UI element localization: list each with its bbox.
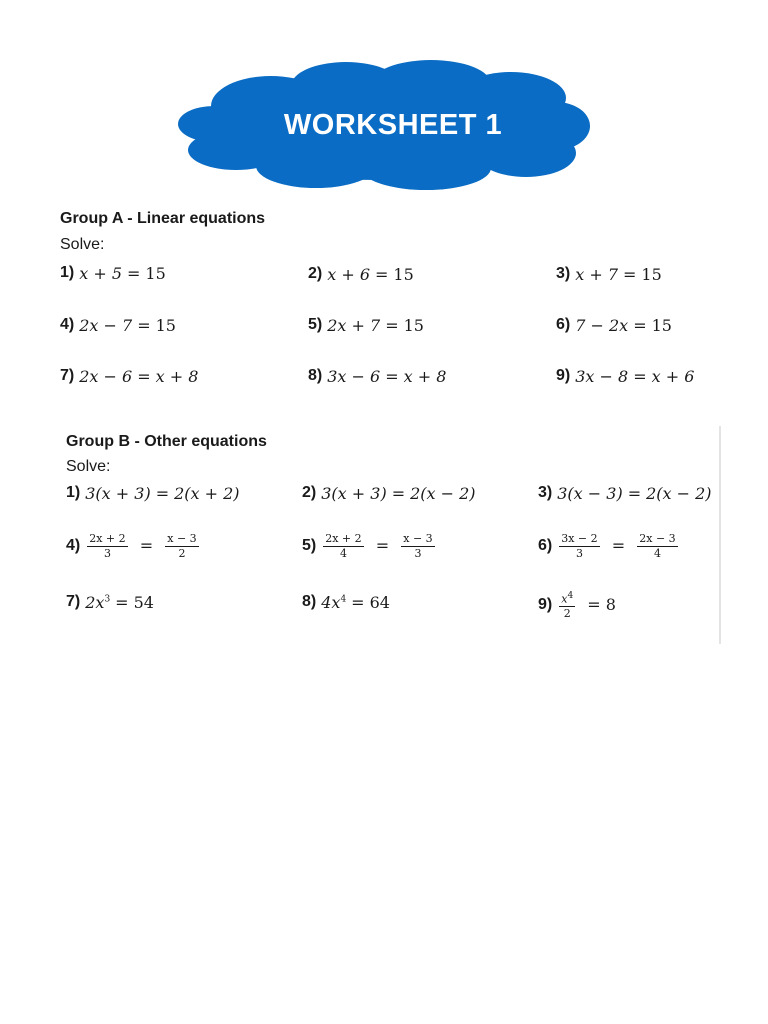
group-b-problem-7	[66, 587, 154, 617]
exponent: 3	[104, 594, 111, 605]
equals-sign: =	[627, 483, 642, 503]
numerator: x − 3	[167, 531, 197, 545]
equation	[327, 367, 446, 386]
lhs-fraction	[559, 590, 575, 621]
group-a-problem-9	[556, 361, 694, 391]
equation	[85, 533, 200, 560]
problem-number: 3)	[538, 484, 553, 501]
group-a-problem-5	[308, 310, 424, 340]
group-b-problem-8	[302, 587, 390, 617]
equation	[321, 593, 390, 612]
lhs: 3(x + 3)	[85, 483, 151, 503]
group-a-problem-4	[60, 310, 176, 340]
problem-number: 6)	[538, 537, 553, 554]
problem-number: 5)	[302, 537, 317, 554]
equation	[575, 367, 694, 386]
rhs: 15	[393, 264, 414, 284]
rhs: 15	[145, 263, 166, 283]
problem-number: 6)	[556, 316, 571, 333]
rhs-fraction	[637, 533, 677, 560]
exponent: 4	[340, 594, 347, 605]
group-a-problem-1	[60, 258, 166, 288]
rhs: x + 6	[651, 366, 695, 386]
lhs-fraction	[559, 533, 599, 560]
lhs: 3(x + 3)	[321, 483, 387, 503]
rhs: x + 8	[403, 366, 447, 386]
numerator: 2x − 3	[639, 531, 676, 545]
equals-sign: =	[139, 535, 154, 555]
equation	[557, 590, 616, 621]
lhs: 2x − 7	[79, 315, 133, 335]
group-a-problem-7	[60, 361, 198, 391]
lhs: 2x + 7	[327, 315, 381, 335]
denominator: 2	[563, 607, 571, 621]
problem-number: 3)	[556, 265, 571, 282]
equation	[557, 533, 679, 560]
equation	[79, 367, 198, 386]
problem-number: 5)	[308, 316, 323, 333]
problem-number: 1)	[66, 484, 81, 501]
exponent: 4	[567, 590, 574, 601]
base: 4x	[321, 592, 341, 612]
group-a-title: Group A - Linear equations	[60, 210, 266, 227]
equation	[327, 316, 424, 335]
equals-sign: =	[155, 483, 170, 503]
group-b-title: Group B - Other equations	[66, 433, 267, 450]
equals-sign: =	[375, 535, 390, 555]
lhs-fraction	[323, 533, 363, 560]
rhs: 2(x − 2)	[410, 483, 476, 503]
group-a-problem-3	[556, 259, 662, 289]
lhs-fraction	[87, 533, 127, 560]
equals-sign: =	[633, 366, 647, 386]
equals-sign: =	[137, 315, 151, 335]
base: x	[561, 592, 568, 606]
denominator: 3	[414, 546, 422, 560]
problem-number: 8)	[302, 593, 317, 610]
problem-number: 2)	[302, 484, 317, 501]
group-a-problem-2	[308, 259, 414, 289]
section-divider	[719, 426, 721, 644]
rhs: 15	[155, 315, 176, 335]
group-b-problem-4	[66, 531, 201, 561]
equation	[575, 265, 662, 284]
rhs-fraction	[165, 533, 198, 560]
numerator: 3x − 2	[561, 531, 598, 545]
group-a-problem-8	[308, 361, 446, 391]
group-b-instruction: Solve:	[66, 458, 111, 475]
problem-number: 1)	[60, 264, 75, 281]
group-a-instruction: Solve:	[60, 236, 105, 253]
equation	[85, 593, 154, 612]
numerator	[559, 590, 575, 608]
equals-sign: =	[587, 594, 601, 614]
equation	[321, 533, 436, 560]
equation	[327, 265, 414, 284]
problem-number: 7)	[66, 593, 81, 610]
problem-number: 2)	[308, 265, 323, 282]
lhs: 7 − 2x	[575, 315, 629, 335]
worksheet-title: WORKSHEET 1	[283, 108, 503, 141]
equation	[557, 484, 711, 503]
equals-sign: =	[611, 535, 626, 555]
equals-sign: =	[633, 315, 647, 335]
problem-number: 4)	[60, 316, 75, 333]
lhs: 2x − 6	[79, 366, 133, 386]
equals-sign: =	[115, 592, 129, 612]
group-b-problem-2	[302, 478, 476, 508]
equals-sign: =	[351, 592, 365, 612]
numerator: 2x + 2	[325, 531, 362, 545]
lhs: 3(x − 3)	[557, 483, 623, 503]
base: 2x	[85, 592, 105, 612]
rhs: 8	[605, 594, 616, 614]
group-b-problem-5	[302, 531, 437, 561]
problem-number: 8)	[308, 367, 323, 384]
rhs: 15	[651, 315, 672, 335]
rhs: 54	[133, 592, 154, 612]
denominator: 3	[575, 546, 583, 560]
denominator: 4	[339, 546, 347, 560]
rhs: 64	[369, 592, 390, 612]
rhs-fraction	[401, 533, 434, 560]
group-b-problem-6	[538, 531, 680, 561]
lhs: x + 6	[327, 264, 371, 284]
equals-sign: =	[137, 366, 151, 386]
equation	[321, 484, 475, 503]
rhs: 2(x + 2)	[174, 483, 240, 503]
rhs: 15	[641, 264, 662, 284]
group-b-problem-3	[538, 478, 712, 508]
equals-sign: =	[385, 315, 399, 335]
lhs: x + 5	[79, 263, 123, 283]
problem-number: 7)	[60, 367, 75, 384]
problem-number: 9)	[556, 367, 571, 384]
group-b-problem-9	[538, 590, 616, 620]
equals-sign: =	[385, 366, 399, 386]
lhs: 3x − 6	[327, 366, 381, 386]
lhs: x + 7	[575, 264, 619, 284]
problem-number: 9)	[538, 596, 553, 613]
equation	[575, 316, 672, 335]
rhs: x + 8	[155, 366, 199, 386]
denominator: 4	[653, 546, 661, 560]
group-a-problem-6	[556, 310, 672, 340]
equation	[85, 484, 239, 503]
denominator: 3	[103, 546, 111, 560]
denominator: 2	[178, 546, 186, 560]
equation	[79, 264, 166, 283]
problem-number: 4)	[66, 537, 81, 554]
equals-sign: =	[623, 264, 637, 284]
numerator: 2x + 2	[89, 531, 126, 545]
equals-sign: =	[391, 483, 406, 503]
equals-sign: =	[127, 263, 141, 283]
rhs: 15	[403, 315, 424, 335]
title-cloud	[176, 58, 592, 192]
numerator: x − 3	[403, 531, 433, 545]
equals-sign: =	[375, 264, 389, 284]
lhs: 3x − 8	[575, 366, 629, 386]
equation	[79, 316, 176, 335]
rhs: 2(x − 2)	[646, 483, 712, 503]
group-b-problem-1	[66, 478, 240, 508]
